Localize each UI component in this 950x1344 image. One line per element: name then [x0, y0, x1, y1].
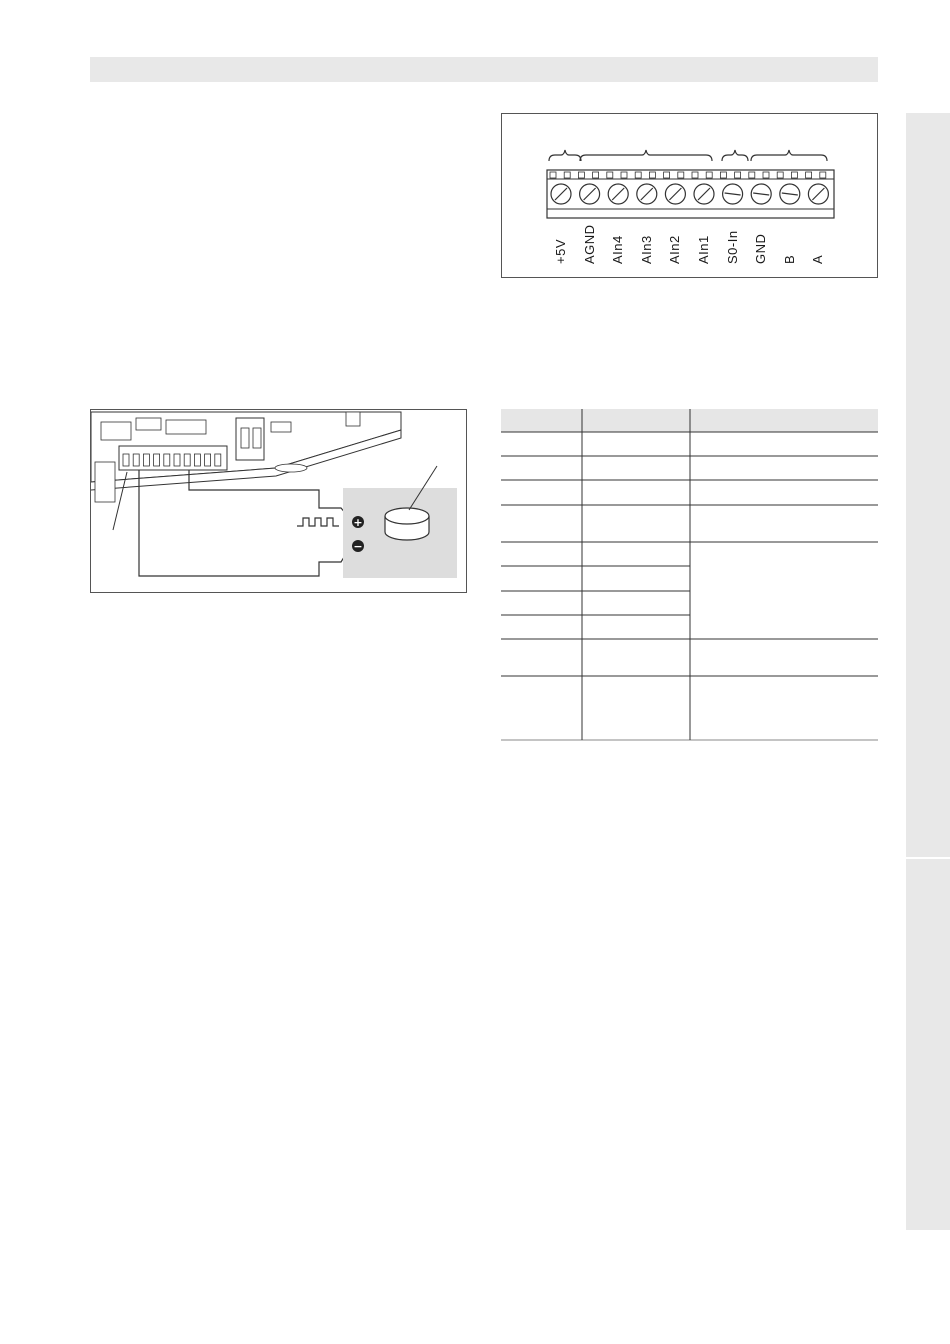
- terminal-label: AIn2: [667, 235, 683, 264]
- table-grid: [501, 409, 878, 741]
- wiring-drawing: [91, 410, 467, 593]
- terminal-label: AGND: [581, 224, 597, 264]
- terminal-label: AIn4: [610, 235, 626, 264]
- svg-text:−: −: [353, 540, 363, 553]
- terminal-label: +5V: [553, 239, 568, 264]
- svg-text:+: +: [353, 516, 363, 529]
- terminal-label: A: [810, 254, 826, 264]
- chapter-side-tab: [906, 113, 950, 857]
- terminal-label: AIn1: [696, 235, 711, 264]
- terminal-label: B: [781, 254, 797, 264]
- terminal-label: AIn3: [638, 235, 654, 264]
- chapter-side-tab-lower: [906, 859, 950, 1230]
- page-header-bar: [90, 57, 878, 82]
- terminal-labels: [502, 114, 877, 277]
- pulse-signal-icon: [297, 518, 339, 526]
- terminal-assignment-table: [501, 409, 878, 741]
- wiring-figure: [90, 409, 467, 593]
- terminal-label: S0-In: [724, 230, 740, 264]
- terminal-label: GND: [753, 233, 769, 264]
- terminal-block-figure: [501, 113, 878, 278]
